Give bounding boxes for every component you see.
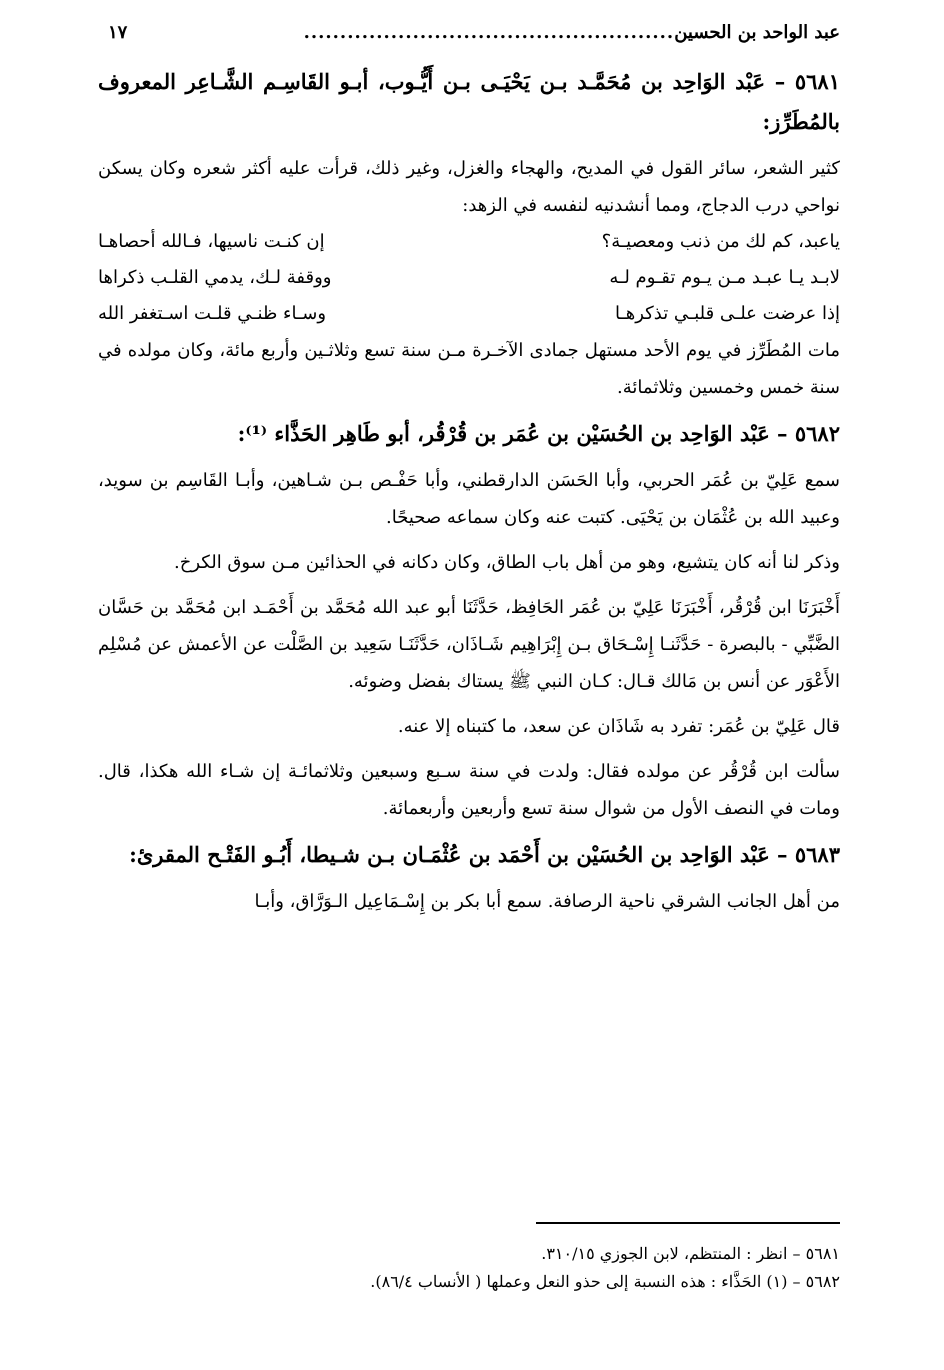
verse-hemistich-first: إذا عرضت علـى قلبـي تذكرهـا [615, 303, 840, 324]
entry-heading-5681: ٥٦٨١ – عَبْد الوَاحِد بن مُحَمَّـد بـن يَحْيَـى بـن أَيُّـوب، أبـو القَاسِـم الشَّـاعِر المعروف بالمُطَرِّز: [98, 69, 840, 134]
paragraph: سمع عَلِيّ بن عُمَر الحربي، وأبا الحَسَن الدارقطني، وأبا حَفْـص بـن شـاهين، وأبـا القَاسِم بن سويد، وعبيد الله بن عُثْمَان بن يَحْيَى. كتبت عنه وكان سماعه صحيحًا. [98, 470, 840, 528]
verse-line [98, 260, 840, 296]
page-body [98, 22, 840, 920]
paragraph: مات المُطَرِّز في يوم الأحد مستهل جمادى الآخـرة مـن سنة تسع وثلاثـين وأربع مائة، وكان مولده في سنة خمس وخمسين وثلاثمائة. [98, 340, 840, 398]
verse-line [98, 296, 840, 332]
verse-hemistich-first: لابـد يـا عبـد مـن يـوم تقـوم لـه [609, 267, 840, 288]
page-number: ١٧ [108, 22, 128, 43]
paragraph: من أهل الجانب الشرقي ناحية الرصافة. سمع أبا بكر بن إِسْـمَاعِيل الـوَرَّاق، وأبـا [254, 891, 840, 912]
header-title: عبد الواحد بن الحسين [674, 22, 840, 43]
verse-hemistich-second: إن كنـت ناسيها، فـالله أحصاهـا [98, 231, 325, 252]
verse-hemistich-second: وسـاء ظنـي قلـت اسـتغفر الله [98, 303, 327, 324]
verse-line [98, 224, 840, 260]
running-header [98, 22, 840, 62]
header-leader-dots: ................................................... [303, 22, 675, 43]
footnote-separator [536, 1222, 840, 1224]
paragraph: سألت ابن قُرْقُر عن مولده فقال: ولدت في سنة سـبع وسبعين وثلاثمائـة إن شـاء الله هكذا، قال. ومات في النصف الأول من شوال سنة تسع وأربعين وأربعمائة. [98, 761, 840, 819]
footnote: ٥٦٨٢ – (١) الحَذَّاء : هذه النسبة إلى حذو النعل وعملها ( الأنساب ٨٦/٤). [370, 1272, 840, 1291]
verse-hemistich-first: ياعبد، كم لك من ذنب ومعصيـة؟ [601, 231, 840, 252]
footnotes [98, 1240, 840, 1296]
entry-heading-5683: ٥٦٨٣ – عَبْد الوَاحِد بن الحُسَيْن بن أَحْمَد بن عُثْمَـان بـن شـيطا، أَبُـو الفَتْـح المقرئ: [129, 842, 840, 867]
paragraph: كثير الشعر، سائر القول في المديح، والهجاء والغزل، وغير ذلك، قرأت عليه أكثر شعره وكان يسكن نواحي درب الدجاج، ومما أنشدنيه لنفسه في الزهد: [98, 158, 840, 216]
footnote: ٥٦٨١ – انظر : المنتظم، لابن الجوزي ٣١٠/١٥. [541, 1244, 840, 1263]
verse-hemistich-second: ووقفة لـك، يدمي القلـب ذكراها [98, 267, 332, 288]
entry-heading-5682: ٥٦٨٢ – عَبْد الوَاحِد بن الحُسَيْن بن عُمَر بن قُرْقُر، أبو طَاهِر الحَذَّاء ⁽¹⁾: [237, 421, 840, 446]
paragraph: قال عَلِيّ بن عُمَر: تفرد به شَاذَان عن سعد، ما كتبناه إلا عنه. [397, 716, 840, 737]
paragraph: أَخْبَرَنَا ابن قُرْقُر، أَخْبَرَنَا عَلِيّ بن عُمَر الحَافِظ، حَدَّثَنَا أبو عبد الله مُحَمَّد بن أَحْمَـد ابن مُحَمَّد بن حَسَّان الضَّبِّي - بالبصرة - حَدَّثَنـا إِسْـحَاق بـن إِبْرَاهِيم شَـاذَان، حَدَّثَنَـا سَعِيد بن الصَّلْت عن الأعمش عن مُسْلِم الأَعْوَر عن أنس بن مَالك قـال: كـان النبي ﷺ يستاك بفضل وضوئه. [98, 597, 840, 692]
paragraph: وذكر لنا أنه كان يتشيع، وهو من أهل باب الطاق، وكان دكانه في الحذائين مـن سوق الكرخ. [174, 552, 840, 573]
